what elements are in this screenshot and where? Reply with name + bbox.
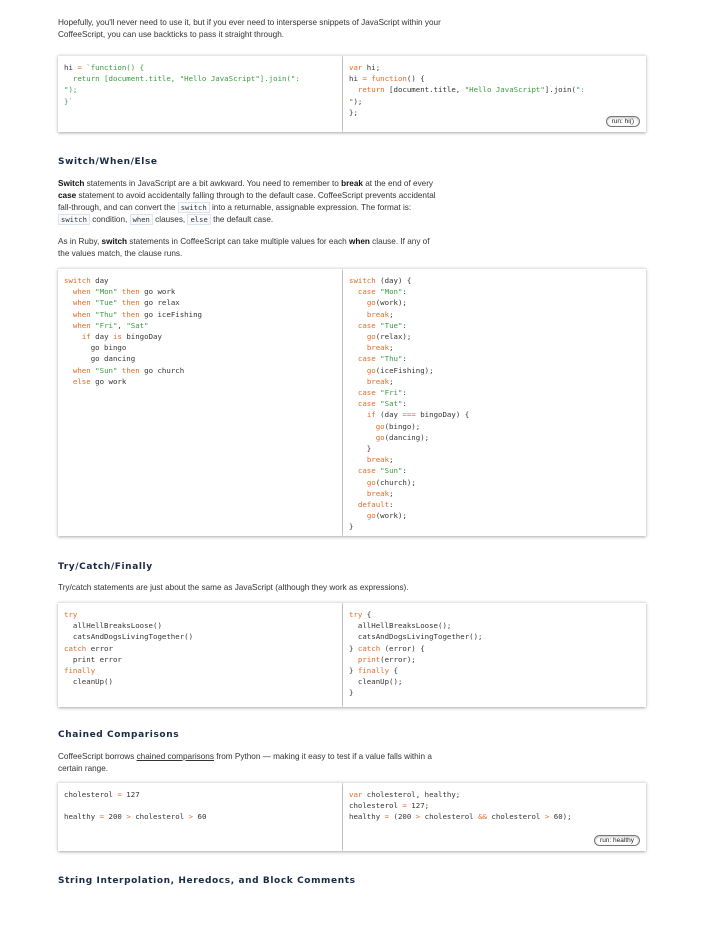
chained-paragraph-1: CoffeeScript borrows chained comparisons from Python — making it easy to test if a value falls within a certain range. — [58, 752, 432, 773]
code-token: " — [349, 96, 354, 106]
code-token: (iceFishing); — [375, 365, 434, 375]
code-token: go work — [90, 376, 127, 386]
code-token: 60 — [193, 812, 207, 822]
code-token: "Mon" — [95, 287, 118, 297]
code-token: = — [117, 790, 122, 799]
code-example-try — [58, 602, 646, 707]
code-token: var — [349, 790, 363, 799]
code-token: print — [357, 654, 381, 664]
code-token: cholesterol — [64, 790, 118, 799]
code-token: cholesterol — [130, 812, 189, 822]
code-token: (dancing); — [384, 432, 430, 442]
code-token: () { — [406, 74, 425, 84]
code-token: try — [64, 610, 78, 619]
code-token: day — [90, 332, 113, 342]
code-token: case — [357, 354, 376, 364]
code-token: = — [362, 74, 367, 84]
code-token: } — [349, 666, 358, 676]
code-token: break — [366, 343, 390, 353]
run-hi-button[interactable]: run: hi() — [606, 116, 640, 127]
code-token: when — [72, 320, 91, 330]
code-token: && — [478, 812, 487, 822]
code-token: }` — [64, 96, 73, 106]
code-token: catsAndDogsLivingTogether() — [64, 632, 194, 642]
code-token: case — [357, 287, 376, 297]
code-token: when — [72, 365, 91, 375]
code-token: error — [86, 643, 113, 653]
code-token: go — [366, 298, 376, 308]
code-token — [64, 332, 82, 341]
section-title-string-interpolation: String Interpolation, Heredocs, and Block Comments — [58, 876, 356, 886]
code-token: day — [90, 276, 109, 285]
code-token: "Sat" — [126, 320, 149, 330]
code-token: "Hello JavaScript" — [464, 85, 545, 95]
code-token: finally — [357, 666, 390, 676]
code-token: : — [402, 354, 407, 364]
code-token: "Tue" — [380, 320, 403, 330]
code-token: case — [357, 388, 376, 398]
code-token: ; — [389, 309, 394, 319]
code-token: cleanUp() — [64, 677, 113, 687]
code-token — [64, 321, 73, 330]
code-token: 200 — [104, 812, 127, 822]
code-token: ; — [389, 376, 394, 386]
code-token: "Thu" — [95, 309, 118, 319]
code-token — [349, 354, 358, 363]
code-token: then — [121, 298, 140, 308]
code-token: finally — [64, 666, 96, 676]
switch-paragraph-2: As in Ruby, switch statements in CoffeeScript can take multiple values for each when clause. If any of the values match, the clause runs. — [58, 237, 430, 258]
javascript-code — [349, 783, 642, 823]
code-token: > — [544, 812, 550, 822]
code-token — [349, 511, 367, 520]
code-token — [349, 298, 367, 307]
coffeescript-code — [64, 783, 344, 823]
code-token: (bingo); — [384, 421, 421, 431]
code-token: (day) { — [375, 276, 412, 285]
code-token: = — [77, 63, 82, 72]
code-token: "Fri" — [95, 320, 118, 330]
code-token: ; — [389, 488, 394, 498]
code-token: > — [188, 812, 194, 822]
code-token: healthy — [64, 812, 100, 822]
code-token: : — [402, 287, 407, 297]
code-token: return [document.title, "Hello JavaScript"].join(": — [64, 74, 305, 84]
code-token — [349, 321, 358, 330]
code-token: when — [72, 298, 91, 308]
code-token: : — [389, 500, 394, 510]
code-token: go — [375, 421, 385, 431]
code-token — [349, 655, 358, 664]
code-token: try — [349, 610, 363, 619]
code-token: then — [121, 287, 140, 297]
code-token: "Mon" — [380, 287, 403, 297]
code-token: then — [121, 365, 140, 375]
code-token: go iceFishing — [139, 309, 202, 319]
code-token: (work); — [375, 298, 407, 308]
code-token: go — [366, 511, 376, 521]
code-token: go — [366, 477, 376, 487]
code-token: "Thu" — [380, 354, 403, 364]
code-token: go — [375, 432, 385, 442]
code-token: hi — [64, 63, 78, 72]
code-token: break — [366, 309, 390, 319]
code-token — [64, 298, 73, 307]
code-token: go dancing — [64, 354, 136, 364]
code-token: { — [389, 666, 398, 676]
code-token: } — [349, 522, 354, 532]
code-token: hi; — [362, 63, 381, 72]
javascript-code — [349, 269, 642, 533]
code-token: = — [402, 801, 407, 811]
code-token — [349, 343, 367, 352]
code-token: healthy — [349, 812, 385, 822]
code-token: (day — [375, 410, 403, 420]
code-token: "); — [64, 85, 78, 95]
code-token: ": — [575, 85, 590, 95]
code-token — [349, 366, 367, 375]
chained-comparisons-link[interactable]: chained comparisons — [136, 752, 214, 761]
code-token: cholesterol, healthy; — [362, 790, 461, 799]
code-token: "Sat" — [380, 399, 403, 409]
code-token — [349, 489, 367, 498]
code-token: is — [112, 332, 122, 342]
code-token: catch — [64, 643, 87, 653]
code-token: default — [357, 500, 390, 510]
code-token: print error — [64, 654, 122, 664]
code-token: return — [357, 85, 385, 95]
code-token — [349, 500, 358, 509]
section-title-chained: Chained Comparisons — [58, 730, 180, 740]
code-token: bingoDay — [121, 332, 162, 342]
code-token — [349, 310, 367, 319]
code-token: var — [349, 63, 363, 72]
code-token: function — [371, 74, 407, 84]
code-token: > — [126, 812, 131, 822]
code-token: allHellBreaksLoose() — [64, 621, 162, 631]
code-token — [64, 366, 73, 375]
code-token: } — [349, 643, 358, 653]
coffeescript-code — [64, 603, 344, 687]
section-title-switch: Switch/When/Else — [58, 157, 158, 167]
code-example-switch — [58, 268, 646, 536]
code-token: else — [72, 376, 91, 386]
code-token: go — [366, 332, 376, 342]
code-token: cholesterol — [420, 812, 479, 822]
code-token: case — [357, 466, 376, 476]
code-token: [document.title, — [384, 85, 465, 95]
code-token: } — [349, 688, 354, 698]
code-token: = — [99, 812, 105, 822]
run-healthy-button[interactable]: run: healthy — [594, 835, 640, 846]
code-token — [349, 377, 367, 386]
code-token: : — [402, 399, 407, 409]
switch-paragraph-1: Switch statements in JavaScript are a bit awkward. You need to remember to break at the end of every case statement to avoid accidentally falling through to the default case. CoffeeScript prevents accidental fall-through, and can convert the switch into a returnable, assignable expression. The format is: switch condition, when clauses, else the default case. — [58, 179, 436, 224]
javascript-code — [349, 603, 642, 699]
code-token: `function() { — [81, 63, 145, 72]
code-token: go relax — [139, 298, 180, 308]
code-token — [349, 388, 358, 397]
code-token: 127 — [121, 790, 140, 799]
code-token: ].join( — [544, 85, 576, 95]
code-token: go bingo — [64, 343, 127, 353]
code-token: hi — [349, 74, 363, 84]
code-token: bingoDay) { — [415, 410, 470, 420]
code-token — [349, 287, 358, 296]
code-token — [349, 478, 367, 487]
code-token — [349, 422, 376, 431]
code-token: catch — [357, 643, 381, 653]
section-title-try: Try/Catch/Finally — [58, 562, 153, 572]
code-token: catsAndDogsLivingTogether(); — [349, 632, 483, 642]
code-token: ; — [389, 455, 394, 465]
code-token: cleanUp(); — [349, 677, 403, 687]
code-token: break — [366, 455, 390, 465]
code-token — [64, 377, 73, 386]
code-token — [349, 399, 358, 408]
code-token: go church — [139, 365, 185, 375]
code-token: } — [349, 444, 372, 454]
code-example-chained — [58, 782, 646, 851]
code-token: "Sun" — [95, 365, 118, 375]
code-token: "Tue" — [95, 298, 118, 308]
code-token: cholesterol — [486, 812, 545, 822]
code-token: (error); — [380, 654, 416, 664]
code-token: "Sun" — [380, 466, 403, 476]
code-token: if — [81, 332, 91, 342]
code-token: if — [366, 410, 376, 420]
code-token — [349, 410, 367, 419]
try-paragraph-1: Try/catch statements are just about the same as JavaScript (although they work as expressions). — [58, 583, 409, 592]
code-token — [349, 85, 358, 94]
code-token: (200 — [389, 812, 416, 822]
code-token: ; — [389, 343, 394, 353]
code-token: , — [117, 320, 127, 330]
embedded-js-intro: Hopefully, you'll never need to use it, but if you ever need to intersperse snippets of JavaScript within your CoffeeScript, you can use backticks to pass it straight through. — [58, 18, 441, 39]
javascript-code — [349, 56, 642, 118]
code-token — [64, 287, 73, 296]
code-example-embedded-js — [58, 55, 646, 132]
code-token: break — [366, 376, 390, 386]
code-token: switch — [64, 276, 91, 285]
coffeescript-code — [64, 269, 344, 387]
code-token: when — [72, 287, 91, 297]
code-token: (error) { — [380, 643, 425, 653]
code-token: ); — [353, 96, 363, 106]
code-token — [349, 332, 367, 341]
code-token: when — [72, 309, 91, 319]
code-token — [349, 433, 376, 442]
code-token: (relax); — [375, 332, 412, 342]
code-token: : — [402, 388, 407, 398]
code-token: cholesterol — [349, 801, 403, 811]
code-token: (work); — [375, 511, 407, 521]
code-token: "Fri" — [380, 388, 403, 398]
code-token — [349, 455, 367, 464]
code-token: go work — [139, 287, 176, 297]
code-token: === — [402, 410, 416, 420]
code-token — [349, 466, 358, 475]
coffeescript-code — [64, 56, 344, 107]
code-token: (church); — [375, 477, 416, 487]
code-token: }; — [349, 107, 358, 117]
code-token: { — [362, 610, 372, 619]
code-token: case — [357, 399, 376, 409]
code-token: > — [415, 812, 421, 822]
code-token: switch — [349, 276, 376, 285]
code-token — [64, 310, 73, 319]
code-token: 60); — [549, 812, 572, 822]
code-token: then — [121, 309, 140, 319]
code-token: go — [366, 365, 376, 375]
code-token: : — [402, 466, 407, 476]
code-token: break — [366, 488, 390, 498]
code-token: = — [384, 812, 390, 822]
code-token: allHellBreaksLoose(); — [349, 621, 452, 631]
code-token: case — [357, 320, 376, 330]
code-token: 127; — [406, 801, 430, 811]
code-token: : — [402, 320, 407, 330]
